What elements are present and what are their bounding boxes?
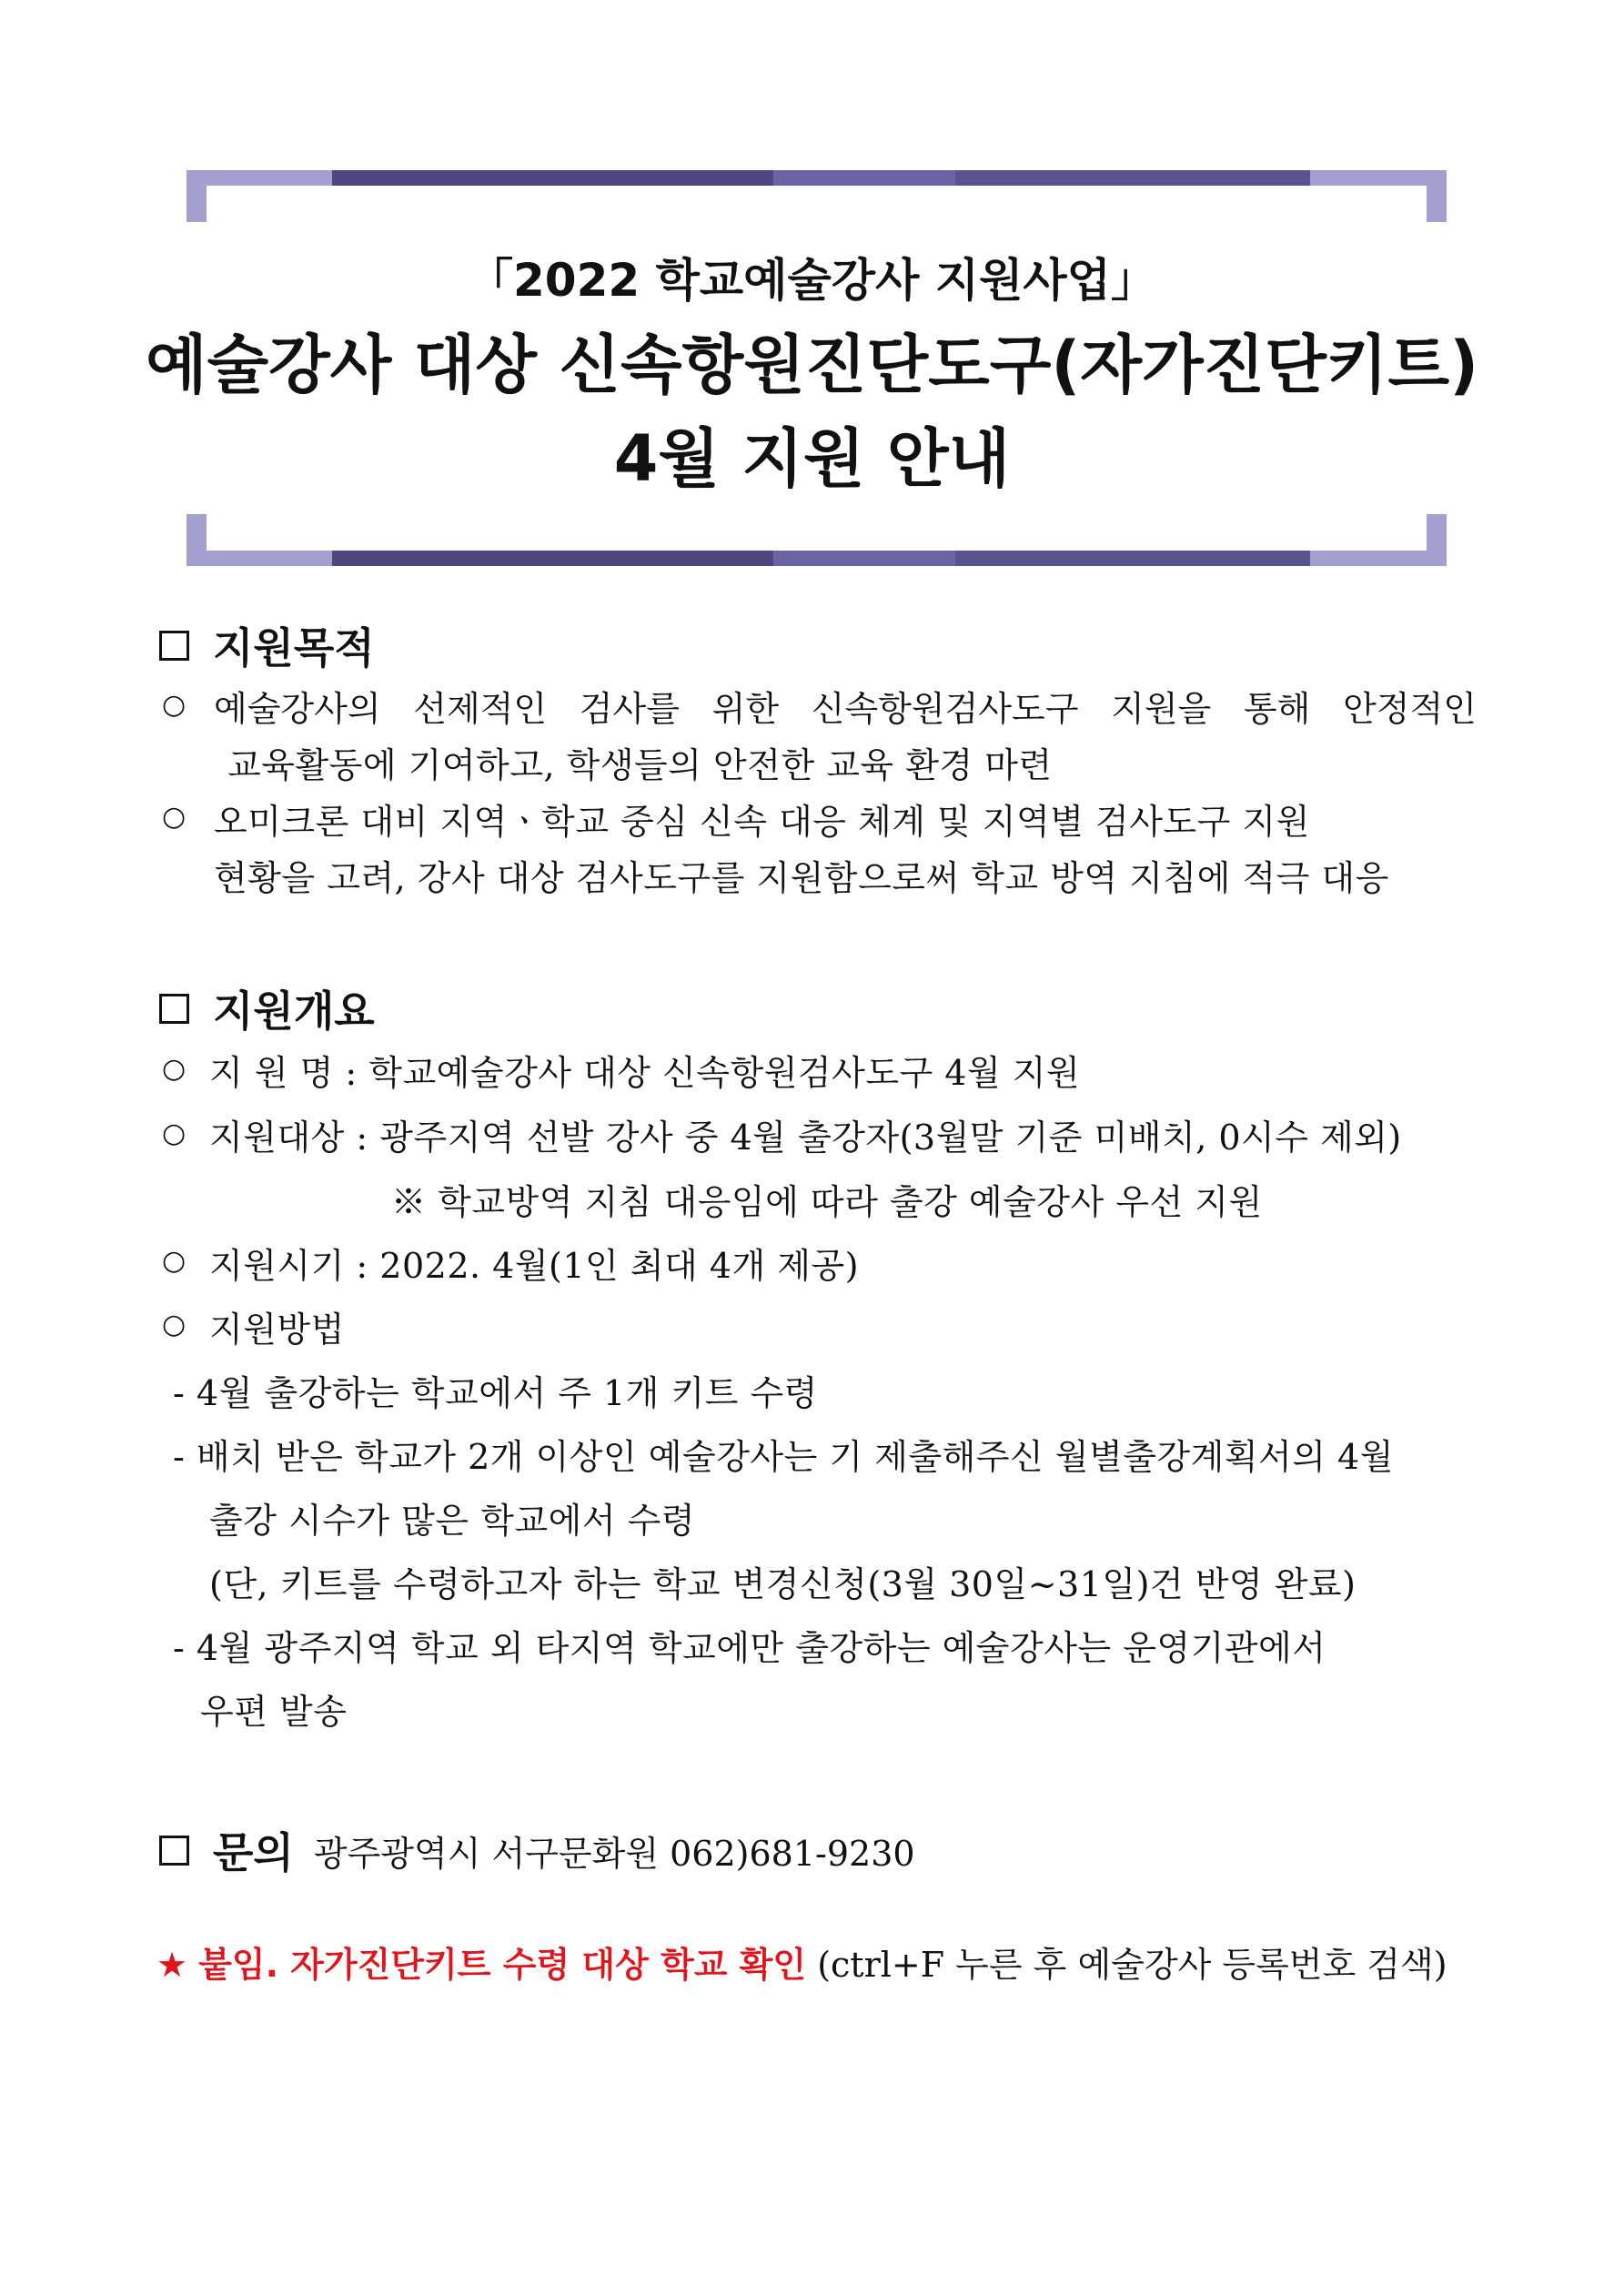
checkbox-square-icon [159,631,189,661]
top-left-bracket [187,186,207,222]
overview-target-note: ※ 학교방역 지침 대응임에 따라 출강 예술강사 우선 지원 [391,1182,1263,1222]
overview-name: 지 원 명 : 학교예술강사 대상 신속항원검사도구 4월 지원 [209,1053,1081,1093]
purpose-item-2-line2: 현황을 고려, 강사 대상 검사도구를 지원함으로써 학교 방역 지침에 적극 대응 [214,858,1389,898]
circle-bullet-icon: ○ [162,1309,187,1340]
purpose-item-1-line1 [214,681,1477,731]
top-decorative-band [187,170,1447,186]
attachment-instruction: (ctrl+F 누른 후 예술강사 등록번호 검색) [817,1945,1447,1985]
method-item-continued: 우편 발송 [200,1692,348,1732]
section-title: 문의 [213,1828,294,1877]
circle-bullet-icon: ○ [162,1053,187,1085]
document-title: 예술강사 대상 신속항원진단도구(자가진단키트) [145,328,1479,402]
method-item: - 4월 광주지역 학교 외 타지역 학교에만 출강하는 예술강사는 운영기관에서 [173,1628,1326,1668]
word: 위한 [711,689,780,729]
section-title: 지원목적 [213,623,375,673]
overview-period: 지원시기 : 2022. 4월(1인 최대 4개 제공) [209,1246,860,1286]
contact-info: 광주광역시 서구문화원 062)681-9230 [313,1833,915,1874]
document-title-line2: 4월 지원 안내 [613,421,1011,496]
method-item: - 배치 받은 학교가 2개 이상인 예술강사는 기 제출해주신 월별출강계획서의 4월 [173,1437,1394,1477]
attachment-note [156,1937,1447,1987]
word: 신속항원검사도구 [811,689,1079,729]
word: 통해 [1243,689,1311,729]
method-item: - 4월 출강하는 학교에서 주 1개 키트 수령 [173,1373,818,1413]
overview-target: 지원대상 : 광주지역 선발 강사 중 4월 출강자(3월말 기준 미배치, 0시수 제외) [209,1118,1402,1158]
section-heading-contact [159,1820,915,1880]
bottom-decorative-band [187,551,1447,566]
word: 지원을 [1111,689,1212,729]
word: 검사를 [579,689,680,729]
checkbox-square-icon [159,1836,189,1866]
circle-bullet-icon: ○ [162,801,187,833]
checkbox-square-icon [159,994,189,1024]
bottom-right-bracket [1427,514,1447,551]
word: 선제적인 [413,689,548,729]
section-heading-overview [159,978,375,1038]
document-subtitle: 「2022 학교예술강사 지원사업」 [468,254,1156,307]
section-heading-purpose [159,615,375,675]
circle-bullet-icon: ○ [162,1245,187,1277]
star-icon: ★ [156,1945,188,1985]
top-right-bracket [1427,186,1447,222]
word: 예술강사의 [214,689,381,729]
purpose-item-2-line1: 오미크론 대비 지역ㆍ학교 중심 신속 대응 체계 및 지역별 검사도구 지원 [214,802,1310,842]
word: 안정적인 [1343,689,1477,729]
method-item-continued: 출강 시수가 많은 학교에서 수령 [209,1501,696,1541]
circle-bullet-icon: ○ [162,1118,187,1149]
bottom-left-bracket [187,514,207,551]
overview-method-label: 지원방법 [209,1310,345,1350]
attachment-link[interactable]: 붙임. 자가진단키트 수령 대상 학교 확인 [198,1945,807,1985]
method-item-note: (단, 키트를 수령하고자 하는 학교 변경신청(3월 30일~31일)건 반영 완료) [209,1564,1357,1604]
circle-bullet-icon: ○ [162,689,187,721]
purpose-item-1-line2: 교육활동에 기여하고, 학생들의 안전한 교육 환경 마련 [227,745,1053,785]
section-title: 지원개요 [213,986,375,1036]
